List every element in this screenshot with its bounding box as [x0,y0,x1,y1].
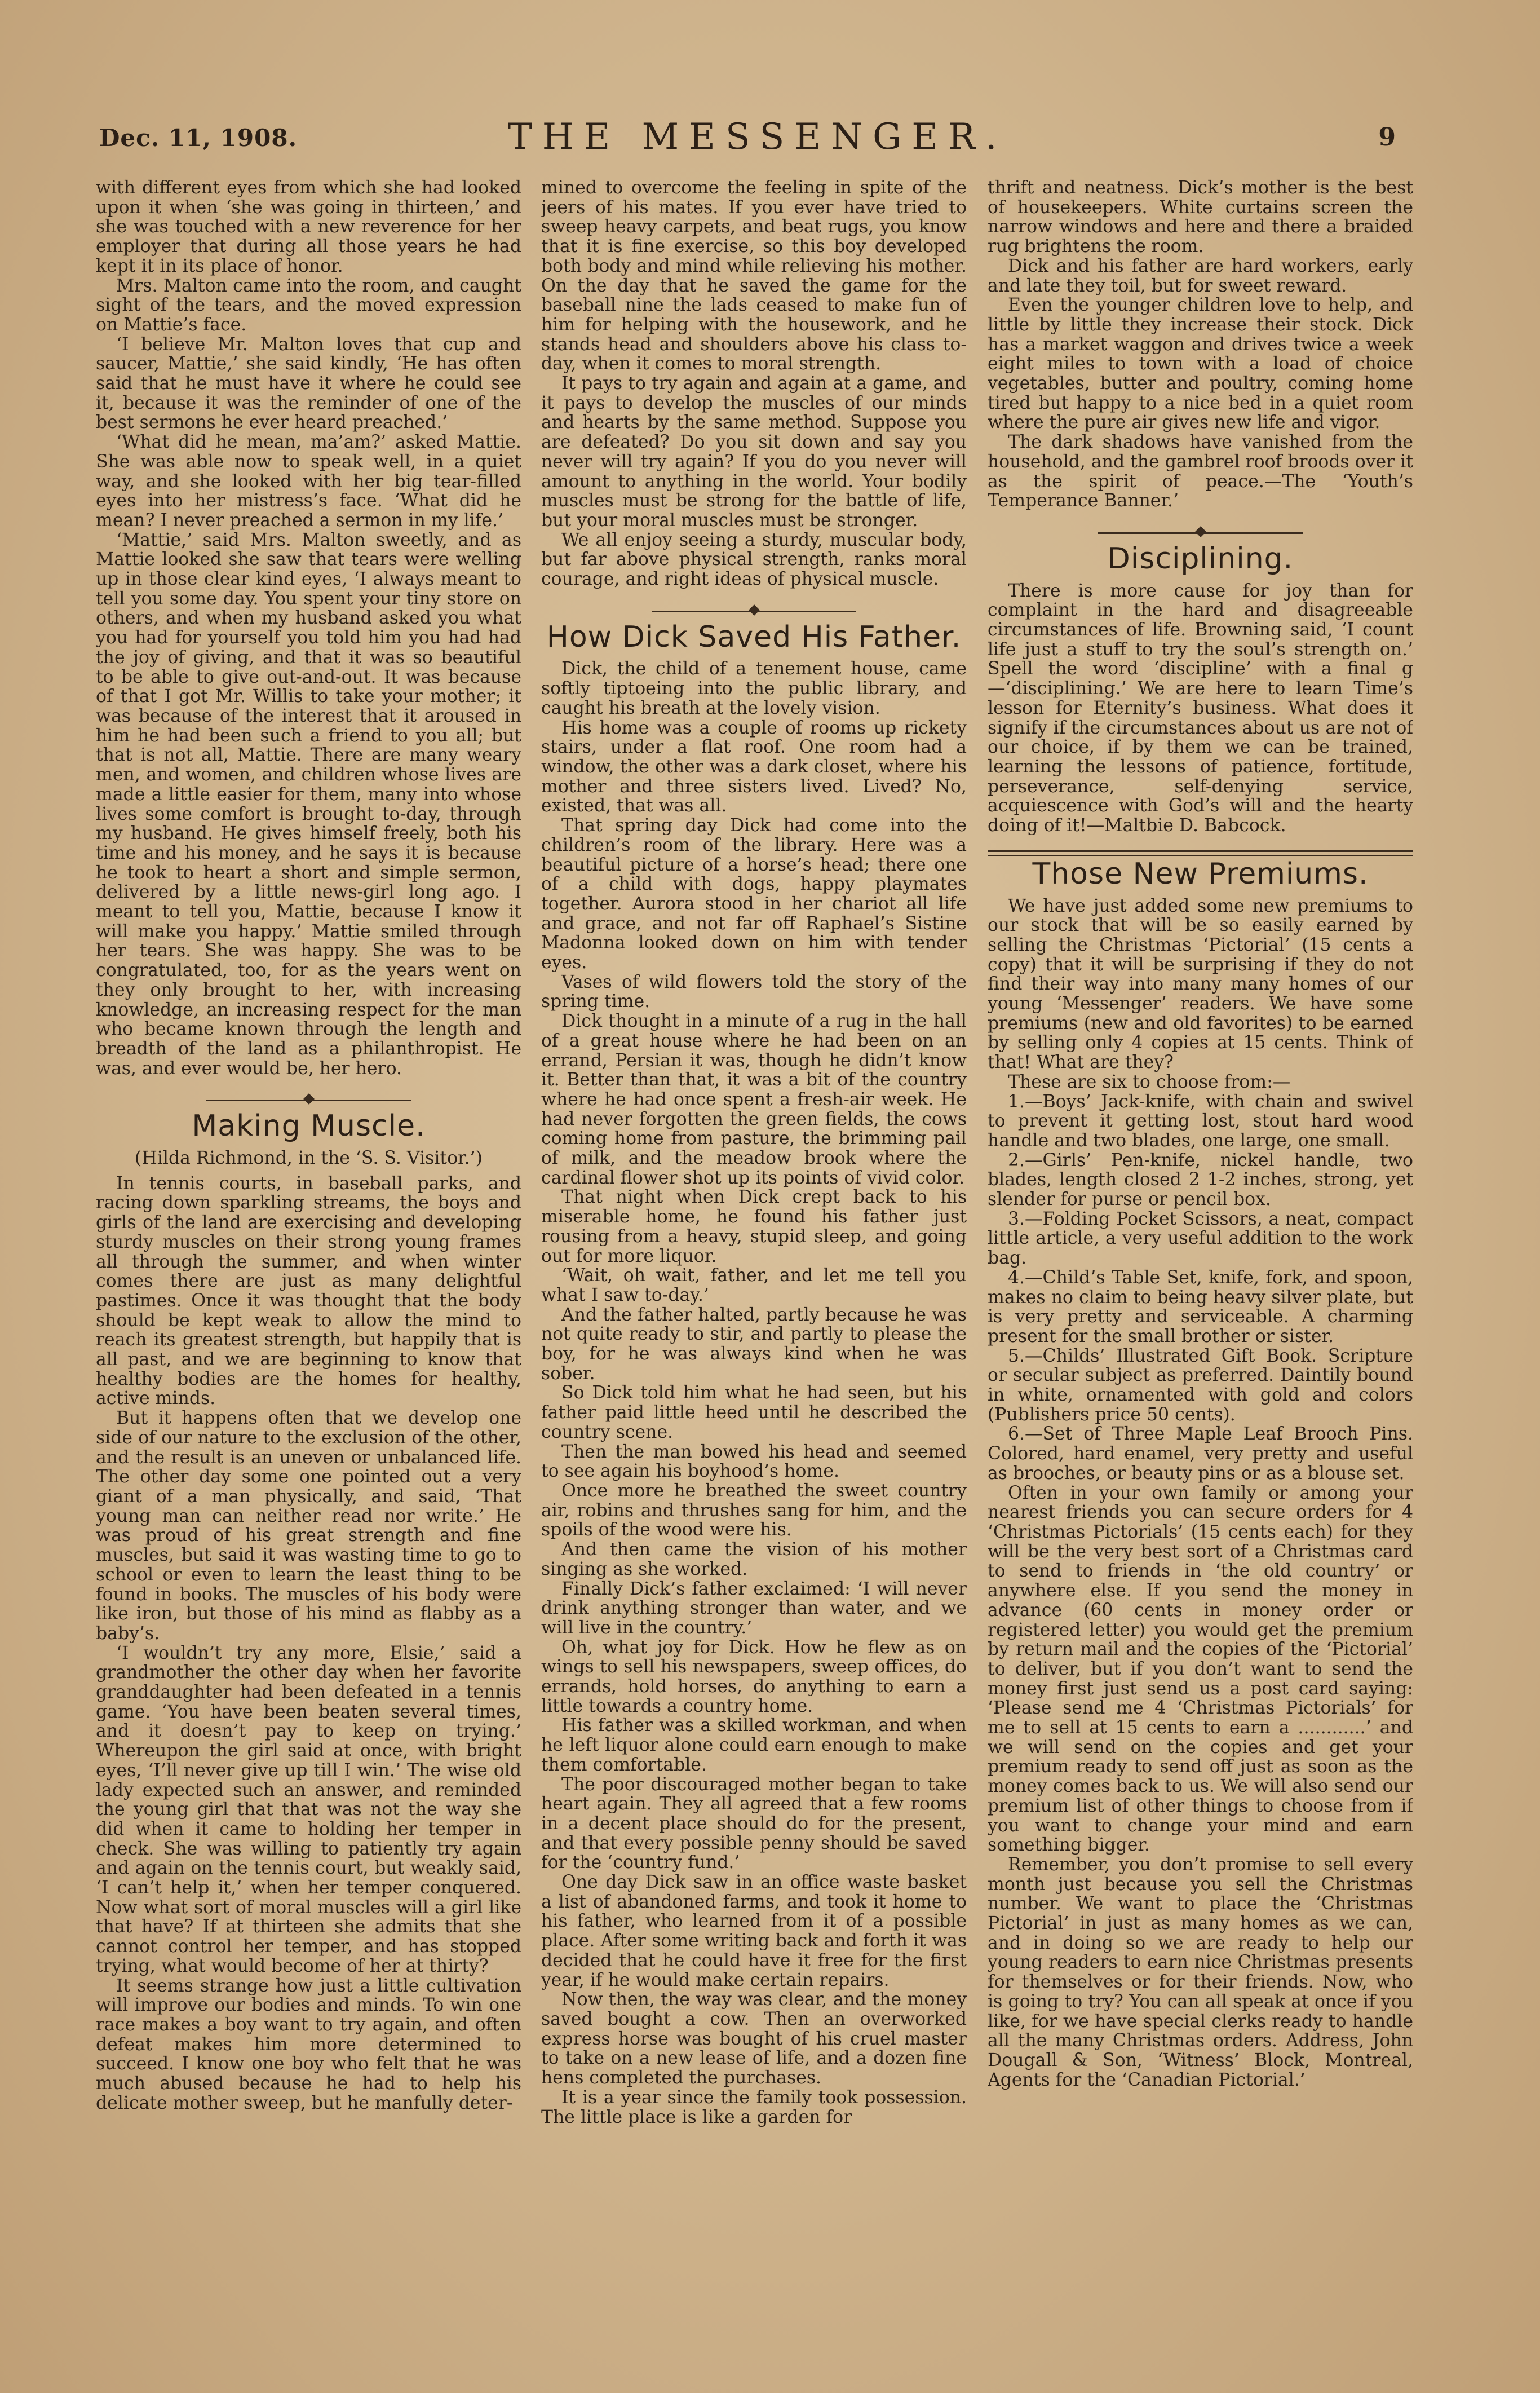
paragraph: Then the man bowed his head and seemed to see again his boyhood’s home. [541,1441,967,1482]
paragraph: ‘I wouldn’t try any more, Elsie,’ said a grandmother the other day when her favorite granddaughter had been defeated in a tennis game. ‘You have been beaten several times, and it doesn’t pay to keep on trying.’ Whereupon the girl said at once, with bright eyes, ‘I’ll never give up till I win.’ The wise old lady expected such an answer, and reminded the young girl that that was not the way she did when it came to holding her temper in check. She was willing to patiently try again and again on the tennis court, but weakly said, ‘I can’t help it,’ when her temper conquered. Now what sort of moral muscles will a girl like that have? If at thirteen she admits that she cannot control her temper, and has stopped trying, what would become of her at thirty? [96,1643,521,1976]
article-byline: (Hilda Richmond, in the ‘S. S. Visitor.’) [135,1148,483,1169]
paragraph: Mrs. Malton came into the room, and caught sight of the tears, and the moved expression on Mattie’s face. [96,275,521,335]
column-2 [541,178,967,2310]
paragraph: His home was a couple of rooms up rickety stairs, under a flat roof. One room had a window, the other was a dark closet, where his mother and three sisters lived. Lived? No, existed, that was all. [541,717,967,816]
paragraph: thrift and neatness. Dick’s mother is the best of housekeepers. White curtains screen the narrow windows and here and there a braided rug brightens the room. [988,178,1413,257]
paragraph: And the father halted, partly because he was not quite ready to stir, and partly to please the boy, for he was always kind when he was sober. [541,1304,967,1384]
article-title-disciplining: Disciplining. [1107,541,1294,576]
paragraph: Finally Dick’s father exclaimed: ‘I will never drink anything stronger than water, and we will live in the country.’ [541,1578,967,1638]
paragraph: We have just added some new premiums to our stock that will be so easily earned by selling the Christmas ‘Pictorial’ (15 cents a copy) that it will be surprising if they do not find their way into many many homes of our young ‘Messenger’ readers. We have some premiums (new and old favorites) to be earned by selling only 4 copies at 15 cents. Think of that! What are they? [988,895,1413,1073]
masthead-title: THE MESSENGER. [508,116,1007,158]
column-3 [988,178,1413,2310]
paragraph: ‘Wait, oh wait, father, and let me tell you what I saw to-day.’ [541,1265,967,1305]
paragraph: Dick and his father are hard workers, early and late they toil, but for sweet reward. [988,255,1413,296]
paragraph: The dark shadows have vanished from the household, and the gambrel roof broods over it as the spirit of peace.—The ‘Youth’s Temperance Banner.’ [988,432,1413,511]
paragraph: One day Dick saw in an office waste basket a list of abandoned farms, and took it home to his father, who learned from it of a possible place. After some writing back and forth it was decided that he could have it free for the first year, if he would make certain repairs. [541,1872,967,1990]
paragraph: Vases of wild flowers told the story of the spring time. [541,972,967,1012]
paragraph: It seems strange how just a little cultivation will improve our bodies and minds. To win one race makes a boy want to try again, and often defeat makes him more determined to succeed. I know one boy who felt that he was much abused because he had to help his delicate mother sweep, but he manfully deter- [96,1975,521,2113]
paragraph: But it happens often that we develop one side of our nature to the exclusion of the other, and the result is an uneven or unbalanced life. The other day some one pointed out a very giant of a man physically, and said, ‘That young man can neither read nor write.’ He was proud of his great strength and fine muscles, but said it was wasting time to go to school or even to learn the least thing to be found in books. The muscles of his body were like iron, but those of his mind as flabby as a baby’s. [96,1408,521,1644]
premium-item: 1.—Boys’ Jack-knife, with chain and swivel to prevent it getting lost, stout hard wood handle and two blades, one large, one small. [988,1091,1413,1151]
paragraph: Once more he breathed the sweet country air, robins and thrushes sang for him, and the spoils of the wood were his. [541,1481,967,1540]
premium-item: 4.—Child’s Table Set, knife, fork, and spoon, makes no claim to being heavy silver plate, but is very pretty and serviceable. A charming present for the small brother or sister. [988,1267,1413,1346]
article-title-how-dick-saved-his-father: How Dick Saved His Father. [546,620,962,654]
paragraph: It pays to try again and again at a game, and it pays to develop the muscles of our minds and hearts by the same method. Suppose you are defeated? Do you sit down and say you never will try again? If you do you never will amount to anything in the world. Your bodily muscles must be strong for the battle of life, but your moral muscles must be stronger. [541,373,967,531]
paragraph: Now then, the way was clear, and the money saved bought a cow. Then an overworked express horse was bought of his cruel master to take on a new lease of life, and a dozen fine hens completed the purchases. [541,1989,967,2089]
premium-item: 6.—Set of Three Maple Leaf Brooch Pins. Colored, hard enamel, very pretty and useful as brooches, or beauty pins or as a blouse set. [988,1424,1413,1484]
premium-item: 5.—Childs’ Illustrated Gift Book. Scripture or secular subject as preferred. Daintily bound in white, ornamented with gold and colors (Publishers price 50 cents). [988,1345,1413,1425]
paragraph: with different eyes from which she had looked upon it when ‘she was going in thirteen,’ and she was touched with a new reverence for her employer that during all those years he had kept it in its place of honor. [96,178,521,276]
paragraph: ‘Mattie,’ said Mrs. Malton sweetly, and as Mattie looked she saw that tears were welling up in those clear kind eyes, ‘I always meant to tell you some day. You spent your tiny store on others, and when my husband asked you what you had for yourself you told him you had had the joy of giving, and that it was so beautiful to be able to give out-and-out. It was because of that I got Mr. Willis to take your mother; it was because of the interest that it aroused in him he had been such a friend to you all; but that is not all, Mattie. There are many weary men, and women, and children whose lives are made a little easier for them, many into whose lives some comfort is brought to-day, through my husband. He gives himself freely, both his time and his money, and he says it is because he took to heart a short and simple sermon, delivered by a little news-girl long ago. I meant to tell you, Mattie, because I know it will make you happy.’ Mattie smiled through her tears. She was happy. She was to be congratulated, too, for as the years went on they only brought to her, with increasing knowledge, an increasing respect for the man who became known through the length and breadth of the land as a philanthropist. He was, and ever would be, her hero. [96,529,521,1079]
section-rule [988,850,1413,856]
paragraph: His father was a skilled workman, and when he left liquor alone could earn enough to make them comfortable. [541,1715,967,1775]
section-divider [541,603,967,620]
paragraph: Even the younger children love to help, and little by little they increase their stock. Dick has a market waggon and drives twice a week eight miles to town with a load of choice vegetables, butter and poultry, coming home tired but happy to a nice bed in a quiet room where the pure air gives new life and vigor. [988,295,1413,433]
paragraph: So Dick told him what he had seen, but his father paid little heed until he described the country scene. [541,1383,967,1442]
premium-item: 3.—Folding Pocket Scissors, a neat, compact little article, a very useful addition to the work bag. [988,1208,1413,1269]
paragraph: And then came the vision of his mother singing as she worked. [541,1539,967,1579]
paragraph: It is a year since the family took possession. The little place is like a garden for [541,2087,967,2127]
paragraph: Remember, you don’t promise to sell every month just because you sell the Christmas number. We want to place the ‘Christmas Pictorial’ in just as many homes as we can, and in doing so we are ready to help our young readers to earn nice Christmas presents for themselves or for their friends. Now, who is going to try? You can all speak at once if you like, for we have special clerks ready to handle all the many Christmas orders. Address, John Dougall & Son, ‘Witness’ Block, Montreal, Agents for the ‘Canadian Pictorial.’ [988,1854,1413,2090]
paragraph: Often in your own family or among your nearest friends you can secure orders for 4 ‘Christmas Pictorials’ (15 cents each) for they will be the very best sort of a Christmas card to send to friends in ‘the old country’ or anywhere else. If you send the money in advance (60 cents in money order or registered letter) you would get the premium by return mail and the copies of the ‘Pictorial’ to deliver, but if you don’t want to send the money first just send us a post card saying: ‘Please send me 4 ‘Christmas Pictorials’ for me to sell at 15 cents to earn a ............’ and we will send on the copies and get your premium ready to send off just as soon as the money comes back to us. We will also send our premium list of other things to choose from if you want to change your mind and earn something bigger. [988,1482,1413,1856]
premium-item: 2.—Girls’ Pen-knife, nickel handle, two blades, length closed 2 1-2 inches, strong, yet slender for purse or pencil box. [988,1150,1413,1210]
column-1 [96,178,521,2310]
paragraph: Dick, the child of a tenement house, came softly tiptoeing into the public library, and caught his breath at the lovely vision. [541,659,967,718]
paragraph: ‘What did he mean, ma’am?’ asked Mattie. She was able now to speak well, in a quiet way, and she looked with her big tear-filled eyes into her mistress’s face. ‘What did he mean? I never preached a sermon in my life.’ [96,432,521,531]
paragraph: These are six to choose from:— [1008,1071,1291,1092]
paragraph: That spring day Dick had come into the children’s room of the library. Here was a beautiful picture of a horse’s head; there one of a child with dogs, happy playmates together. Aurora stood in her chariot all life and grace, and not far off Raphael’s Sistine Madonna looked down on him with tender eyes. [541,815,967,973]
page-number: 9 [1378,123,1396,152]
section-divider [988,524,1413,541]
paragraph: We all enjoy seeing a sturdy, muscular body, but far above physical strength, ranks moral courage, and right ideas of physical muscle. [541,529,967,590]
article-title-making-muscle: Making Muscle. [192,1109,426,1143]
paragraph: In tennis courts, in baseball parks, and racing down sparkling streams, the boys and girls of the land are exercising and developing sturdy muscles on their strong young frames all through the summer, and when winter comes there are just as many delightful pastimes. Once it was thought that the body should be kept weak to allow the mind to reach its greatest strength, but happily that is all past, and we are beginning to know that healthy bodies are the homes for healthy, active minds. [96,1173,521,1409]
paragraph: There is more cause for joy than for complaint in the hard and disagreeable circumstances of life. Browning said, ‘I count life just a stuff to try the soul’s strength on.’ Spell the word ‘discipline’ with a final g—‘disciplining.’ We are here to learn Time’s lesson for Eternity’s business. What does it signify if the circumstances about us are not of our choice, if by them we can be trained, learning the lessons of patience, fortitude, perseverance, self-denying service, acquiescence with God’s will and the hearty doing of it!—Maltbie D. Babcock. [988,580,1413,836]
issue-date: Dec. 11, 1908. [99,124,298,152]
paragraph: Oh, what joy for Dick. How he flew as on wings to sell his newspapers, sweep offices, do errands, hold horses, do anything to earn a little towards a country home. [541,1637,967,1716]
page-header [99,116,1396,161]
paragraph: Dick thought in a minute of a rug in the hall of a great house where he had been on an errand, Persian it was, though he didn’t know it. Better than that, it was a bit of the country where he had once spent a fresh-air week. He had never forgotten the green fields, the cows coming home from pasture, the brimming pail of milk, and the meadow brook where the cardinal flower shot up its points of vivid color. [541,1011,967,1188]
article-title-those-new-premiums: Those New Premiums. [1032,856,1369,891]
paragraph: That night when Dick crept back to his miserable home, he found his father just rousing from a heavy, stupid sleep, and going out for more liquor. [541,1187,967,1266]
paragraph: ‘I believe Mr. Malton loves that cup and saucer, Mattie,’ she said kindly, ‘He has often said that he must have it where he could see it, because it was the reminder of one of the best sermons he ever heard preached.’ [96,334,521,433]
paragraph: mined to overcome the feeling in spite of the jeers of his mates. If you ever have tried to sweep heavy carpets, and beat rugs, you know that it is fine exercise, so this boy developed both body and mind while relieving his mother. On the day that he saved the game for the baseball nine the lads ceased to make fun of him for helping with the housework, and he stands head and shoulders above his class to-day, when it comes to moral strength. [541,178,967,374]
section-divider [96,1092,521,1109]
paragraph: The poor discouraged mother began to take heart again. They all agreed that a few rooms in a decent place should do for the present, and that every possible penny should be saved for the ‘country fund.’ [541,1774,967,1873]
